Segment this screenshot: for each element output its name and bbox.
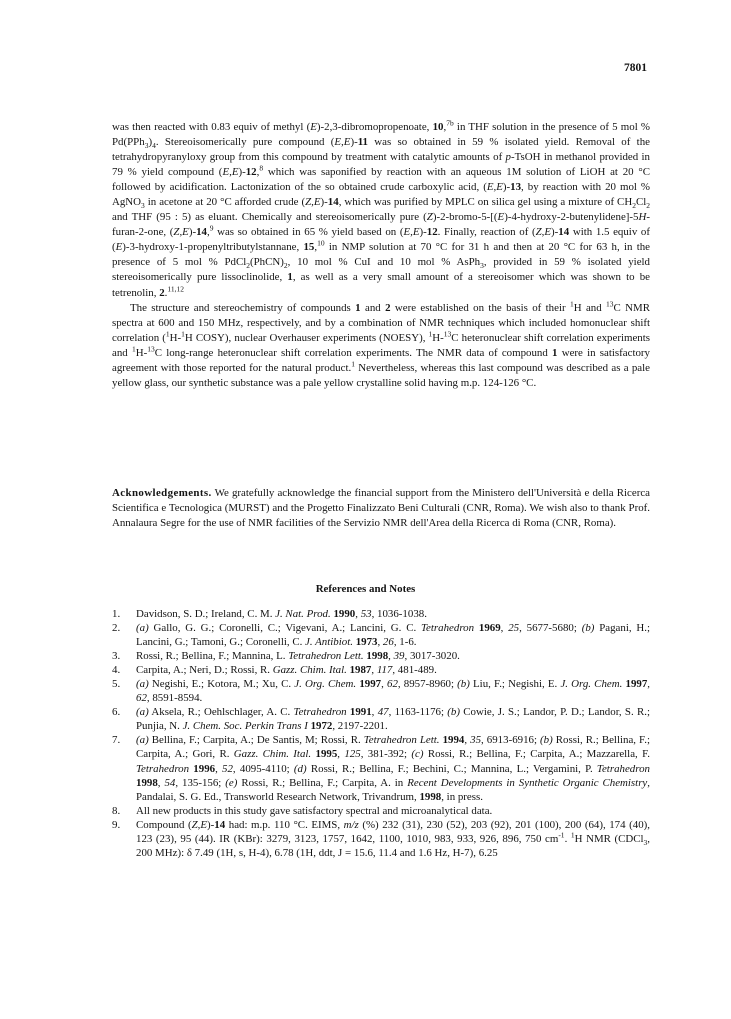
page-number: 7801 — [624, 62, 647, 74]
references-list — [112, 607, 650, 860]
reference-number: 4. — [112, 664, 121, 677]
reference-number: 8. — [112, 804, 121, 817]
reference-item: 6. (a) Aksela, R.; Oehlschlager, A. C. Tetrahedron 1991, 47, 1163-1176; (b) Cowie, J. S.; Landor, P. D.; Landor, S. R.; Punjia, N. J. Chem. Soc. Perkin Trans I 1972, 2197-2201. — [112, 706, 650, 733]
reference-item: 2. (a) Gallo, G. G.; Coronelli, C.; Vigevani, A.; Lancini, G. C. Tetrahedron 1969, 25, 5677-5680; (b) Pagani, H.; Lancini, G.; Tamoni, G.; Coronelli, C. J. Antibiot. 1973, 26, 1-6. — [112, 622, 650, 649]
reference-item: 7. (a) Bellina, F.; Carpita, A.; De Santis, M; Rossi, R. Tetrahedron Lett. 1994, 35, 6913-6916; (b) Rossi, R.; Bellina, F.; Carpita, A.; Gori, R. Gazz. Chim. Ital. 1995, 125, 381-392; (c) Rossi, R.; Bellina, F.; Carpita, A.; Mazzarella, F. Tetrahedron 1996, 52, 4095-4110; (d) Rossi, R.; Bellina, F.; Bechini, C.; Mannina, L.; Vergamini, P. Tetrahedron 1998, 54, 135-156; (e) Rossi, R.; Bellina, F.; Carpita, A. in Recent Developments in Synthetic Organic Chemistry, Pandalai, S. G. Ed., Transworld Research Network, Trivandrum, 1998, in press. — [112, 734, 651, 803]
reference-number: 9. — [112, 818, 121, 831]
acknowledgements-text: We gratefully acknowledge the financial support from the Ministero dell'Università e della Ricerca Scientifica e Tecnologica (MURST) and the Progetto Finalizzato Beni Culturali (CNR, Roma). We wish also to thank Prof. Annalaura Segre for the use of NMR facilities of the Servizio NMR dell'Area della Ricerca di Roma (CNR, Roma). — [112, 487, 650, 530]
acknowledgements-heading: Acknowledgements. — [112, 487, 212, 499]
reference-number: 5. — [112, 678, 121, 691]
reference-item: 4. Carpita, A.; Neri, D.; Rossi, R. Gazz. Chim. Ital. 1987, 117, 481-489. — [112, 664, 437, 677]
main-text — [112, 120, 650, 391]
reference-number: 2. — [112, 622, 121, 635]
reference-item: 9. Compound (Z,E)-14 had: m.p. 110 °C. EIMS, m/z (%) 232 (31), 230 (52), 203 (92), 201 (100), 200 (64), 174 (40), 123 (23), 95 (44). IR (KBr): 3279, 3123, 1757, 1642, 1100, 1010, 983, 933, 926, 896, 750 $cm^{-1}$. $^1$H NMR (CDCl$_3$, 200 MHz): δ 7.49 (1H, s, H-4), 6.78 (1H, ddt, J = 15.6, 11.4 and 1.6 Hz, H-7), 6.25 — [112, 818, 650, 859]
reference-item: 8. All new products in this study gave satisfactory spectral and microanalytical data. — [112, 804, 493, 817]
reference-item: 5. (a) Negishi, E.; Kotora, M.; Xu, C. J. Org. Chem. 1997, 62, 8957-8960; (b) Liu, F.; Negishi, E. J. Org. Chem. 1997, 62, 8591-8594. — [112, 678, 651, 705]
reference-item: 3. Rossi, R.; Bellina, F.; Mannina, L. Tetrahedron Lett. 1998, 39, 3017-3020. — [112, 650, 460, 663]
acknowledgements — [112, 486, 650, 531]
reference-number: 6. — [112, 706, 121, 719]
paragraph-structure: The structure and stereochemistry of compounds 1 and 2 were established on the basis of their $^1$H and $^{13}$C NMR spectra at 600 and 150 MHz, respectively, and by a combination of NMR techniques which included homonuclear shift correlation ($^1$H-$^1$H COSY), nuclear Overhauser experiments (NOESY), $^1$H-$^{13}$C heteronuclear shift correlation experiments and $^1$H-$^{13}$C long-range heteronuclear shift correlation experiments. The NMR data of compound 1 were in satisfactory agreement with those reported for the natural product.$^1$ Nevertheless, whereas this last compound was described as a pale yellow glass, our synthetic substance was a pale yellow crystalline solid having m.p. 124-126 °C. — [112, 298, 650, 389]
reference-number: 1. — [112, 608, 121, 620]
reference-number: 7. — [112, 734, 121, 747]
references-title: References and Notes — [315, 583, 416, 595]
reference-number: 3. — [112, 650, 121, 663]
paragraph-synthesis: was then reacted with 0.83 equiv of methyl (E)-2,3-dibromopropenoate, 10,$^{7b}$ in THF solution in the presence of 5 mol % $Pd(PPh_3)_4$. Stereoisomerically pure compound (E,E)-11 was so obtained in 59 % isolated yield. Removal of the tetrahydropyranyloxy group from this compound by treatment with catalytic amounts of p-TsOH in methanol provided in 79 % yield compound (E,E)-12,$^8$ which was saponified by reaction with an aqueous 1M solution of LiOH at 20 °C followed by acidification. Lactonization of the so obtained crude carboxylic acid, (E,E)-13, by reaction with 20 mol % AgNO$_3$ in acetone at 20 °C afforded crude (Z,E)-14, which was purified by MPLC on silica gel using a mixture of $CH_2Cl_2$ and THF (95 : 5) as eluant. Chemically and stereoisomerically pure (Z)-2-bromo-5-[(E)-4-hydroxy-2-butenylidene]-5H-furan-2-one, (Z,E)-14,$^9$ was so obtained in 65 % yield based on (E,E)-12. Finally, reaction of (Z,E)-14 with 1.5 equiv of (E)-3-hydroxy-1-propenyltributylstannane, 15,10 in NMP solution at 70 °C for 31 h and then at 20 °C for 63 h, in the presence of 5 mol % $PdCl_2(PhCN)_2$, 10 mol % CuI and 10 mol % AsPh$_3$, provided in 59 % isolated yield stereoisomerically pure lissoclinolide, 1, as well as a very small amount of a stereoisomer which was shown to be tetrenolin, 2.$^{11,12}$ — [112, 118, 651, 299]
reference-item: 1. Davidson, S. D.; Ireland, C. M. J. Nat. Prod. 1990, 53, 1036-1038. — [112, 608, 427, 620]
